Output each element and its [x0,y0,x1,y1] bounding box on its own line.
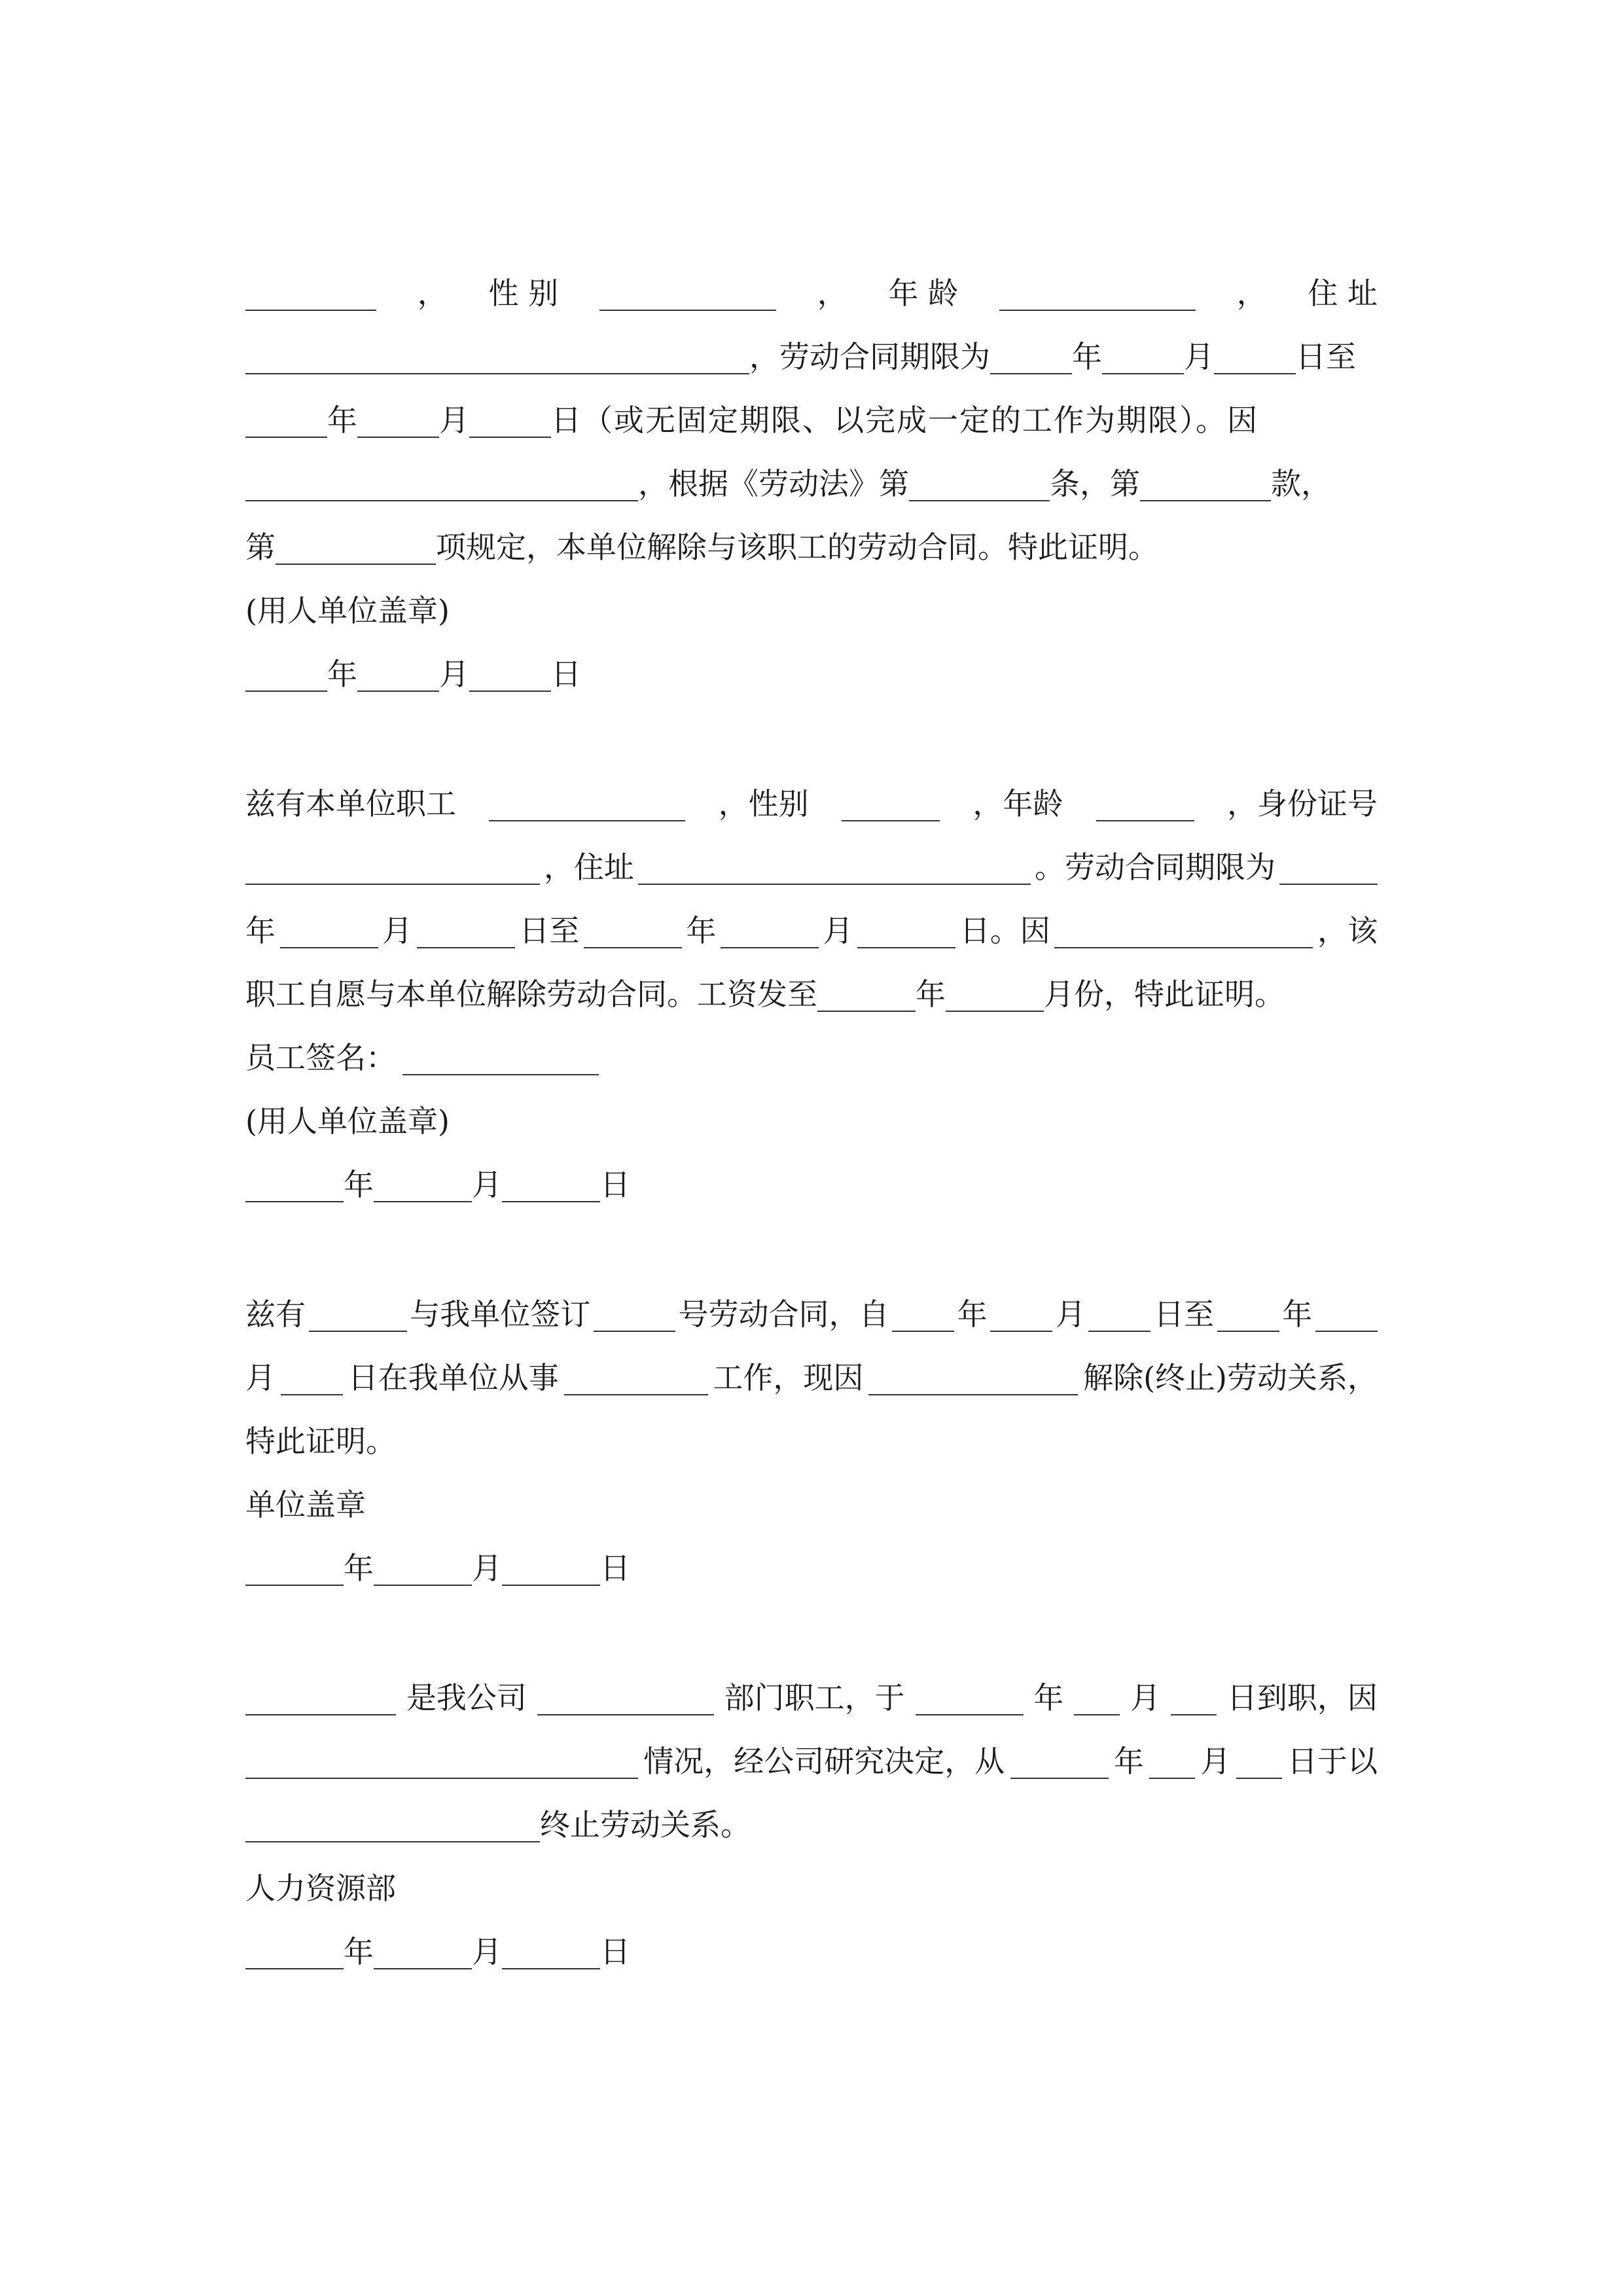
date-day-blank[interactable] [502,1551,600,1586]
s3-seal [245,1482,1378,1528]
text-s2-seal: (用人单位盖章) [245,1103,450,1139]
text-s2-date-d: 日 [600,1167,630,1202]
text-s2-l3-m2: 月 [823,913,853,948]
s3-line-1 [245,1291,1378,1337]
text-s1-l1-address: 住 址 [1308,276,1378,311]
text-s3-l1-y2: 年 [1282,1297,1313,1332]
text-s2-l1-a: 兹有本单位职工 [245,786,456,821]
date-year-blank[interactable] [245,1167,344,1202]
hire-year-blank[interactable] [916,1680,1024,1715]
start-day-blank[interactable] [417,913,515,948]
text-s1-date-m: 月 [439,656,469,692]
text-s1-l2-d: 日至 [1296,339,1356,374]
text-s3-date-d: 日 [600,1551,630,1586]
hire-day-blank[interactable] [1171,1680,1217,1715]
age-blank[interactable] [1096,786,1194,821]
s1-line-5 [245,524,1378,570]
text-s1-l1-gender: 性 别 [488,276,559,311]
salary-year-blank[interactable] [817,977,916,1012]
text-s1-l4-c: 款， [1271,466,1331,501]
text-s2-l1-b: ，性别 [718,786,809,821]
end-day-blank[interactable] [281,1360,343,1395]
s4-dept [245,1865,1378,1911]
text-s4-l2-y: 年 [1113,1744,1144,1779]
gender-blank[interactable] [599,276,776,311]
reason-blank[interactable] [868,1360,1078,1395]
text-s1-date-d: 日 [551,656,581,692]
text-s2-l1-c: ，年龄 [972,786,1063,821]
text-s2-l4-m: 月份，特此证明。 [1044,977,1285,1012]
s4-line-2 [245,1738,1378,1784]
text-s1-date-y: 年 [327,656,357,692]
age-blank[interactable] [999,276,1196,311]
text-s3-l2-m: 月 [245,1360,276,1395]
text-s2-date-y: 年 [344,1167,374,1202]
employee-name-blank[interactable] [245,1680,396,1715]
text-s4-l1-d: 日到职，因 [1226,1680,1378,1715]
end-month-blank[interactable] [721,913,819,948]
s3-line-3 [245,1418,1378,1464]
manner-blank[interactable] [245,1807,540,1842]
text-s2-l1-d: ，身份证号 [1226,786,1378,821]
department-blank[interactable] [537,1680,714,1715]
text-s1-l4-a: ，根据《劳动法》第 [638,466,909,501]
address-blank[interactable] [638,850,1031,885]
date-month-blank[interactable] [374,1167,472,1202]
text-s3-l3: 特此证明。 [245,1424,396,1459]
date-year-blank[interactable] [245,1934,344,1969]
text-s2-l4-y: 年 [916,977,946,1012]
s1-line-4 [245,461,1378,507]
s2-seal [245,1098,1378,1144]
text-s1-l2-y: 年 [1072,339,1102,374]
text-s4-dept: 人力资源部 [245,1871,396,1906]
term-blank[interactable] [1279,850,1378,885]
text-s1-l5-b: 项规定，本单位解除与该职工的劳动合同。特此证明。 [436,529,1158,565]
s2-date [245,1162,1378,1208]
hire-month-blank[interactable] [1074,1680,1120,1715]
situation-blank[interactable] [245,1744,638,1779]
employee-name-blank[interactable] [309,1297,407,1332]
text-s3-date-y: 年 [344,1551,374,1586]
article-blank[interactable] [909,466,1050,501]
date-year-blank[interactable] [245,656,327,692]
end-day-blank[interactable] [469,403,551,438]
end-year-blank[interactable] [1010,1744,1109,1779]
start-day-blank[interactable] [1214,339,1296,374]
end-year-blank[interactable] [1217,1297,1279,1332]
text-s1-l5-a: 第 [245,529,276,565]
text-s4-date-d: 日 [600,1934,630,1969]
text-s3-l2-d: 日在我单位从事 [348,1360,559,1395]
text-s1-l4-b: 条，第 [1050,466,1140,501]
text-s4-l1-y: 年 [1033,1680,1064,1715]
s4-date [245,1929,1378,1975]
job-blank[interactable] [564,1360,708,1395]
text-s1-l1-comma2: ， [817,276,847,311]
text-s3-l2-w: 工作，现因 [713,1360,864,1395]
text-s3-l1-y: 年 [957,1297,988,1332]
start-day-blank[interactable] [1088,1297,1150,1332]
text-s4-l2-m: 月 [1200,1744,1231,1779]
salary-month-blank[interactable] [946,977,1044,1012]
s1-line-3 [245,397,1378,443]
s1-date [245,651,1378,697]
end-year-blank[interactable] [245,403,327,438]
item-blank[interactable] [276,529,436,565]
reason-blank[interactable] [1054,913,1313,948]
s1-seal [245,588,1378,634]
text-s1-seal: (用人单位盖章) [245,593,450,628]
s2-line-4 [245,971,1378,1017]
employee-name-blank[interactable] [489,786,685,821]
s1-line-2 [245,334,1378,380]
text-s1-l3-d: 日（或无固定期限、以完成一定的工作为期限）。因 [551,403,1258,438]
text-s4-date-m: 月 [472,1934,502,1969]
text-s4-l1-m: 月 [1130,1680,1161,1715]
text-s3-date-m: 月 [472,1551,502,1586]
gender-blank[interactable] [842,786,940,821]
text-s1-l3-m: 月 [439,403,469,438]
s4-line-3 [245,1802,1378,1848]
text-s2-l3-y: 年 [245,913,276,948]
text-s1-l1-age: 年 龄 [888,276,959,311]
date-day-blank[interactable] [502,1934,600,1969]
reason-blank[interactable] [245,466,638,501]
text-s4-l1-a: 是我公司 [406,1680,527,1715]
s4-line-1 [245,1675,1378,1721]
text-s2-l2-b: 。劳动合同期限为 [1035,850,1275,885]
text-s2-l3-m: 月 [382,913,413,948]
text-s2-l3-d: 日至 [519,913,580,948]
clause-blank[interactable] [1140,466,1271,501]
name-blank[interactable] [245,276,376,311]
date-day-blank[interactable] [502,1167,600,1202]
text-s2-l3-y2: 年 [686,913,717,948]
end-month-tail-blank[interactable] [1315,1297,1378,1332]
s3-line-2 [245,1355,1378,1401]
end-day-blank[interactable] [1236,1744,1282,1779]
end-month-blank[interactable] [1149,1744,1195,1779]
text-s4-l3-a: 终止劳动关系。 [540,1807,751,1842]
text-s3-seal: 单位盖章 [245,1487,366,1522]
start-month-blank[interactable] [280,913,378,948]
text-s3-l2-r: 解除(终止)劳动关系， [1083,1360,1378,1395]
end-month-blank[interactable] [357,403,439,438]
text-s2-l4-a: 职工自愿与本单位解除劳动合同。工资发至 [245,977,817,1012]
text-s2-sign: 员工签名： [245,1040,396,1075]
start-month-blank[interactable] [1102,339,1184,374]
text-s1-l3-y: 年 [327,403,357,438]
date-month-blank[interactable] [374,1934,472,1969]
end-day-blank[interactable] [857,913,955,948]
date-day-blank[interactable] [469,656,551,692]
s2-line-1 [245,781,1378,827]
text-s3-l1-c: 号劳动合同，自 [678,1297,889,1332]
text-s1-l1-comma1: ， [417,276,448,311]
text-s4-l1-b: 部门职工，于 [724,1680,905,1715]
text-s2-l2-a: ，住址 [544,850,634,885]
s3-date [245,1545,1378,1591]
text-s3-l1-d: 日至 [1154,1297,1215,1332]
employee-signature-blank[interactable] [402,1040,599,1075]
start-month-blank[interactable] [990,1297,1052,1332]
date-month-blank[interactable] [374,1551,472,1586]
text-s2-date-m: 月 [472,1167,502,1202]
start-year-blank[interactable] [892,1297,954,1332]
text-s2-l3-e: ，该 [1317,913,1378,948]
end-year-blank[interactable] [584,913,682,948]
contract-number-blank[interactable] [594,1297,675,1332]
text-s3-l1-b: 与我单位签订 [410,1297,591,1332]
date-year-blank[interactable] [245,1551,344,1586]
date-month-blank[interactable] [357,656,439,692]
text-s4-date-y: 年 [344,1934,374,1969]
id-number-blank[interactable] [245,850,540,885]
text-s1-l2-m: 月 [1184,339,1214,374]
s2-sign [245,1035,1378,1081]
text-s1-l2-a: ，劳动合同期限为 [749,339,990,374]
text-s1-l1-comma3: ， [1236,276,1267,311]
text-s2-l3-d2: 日。因 [959,913,1050,948]
s1-line-1 [245,270,1378,316]
text-s4-l2-a: 情况，经公司研究决定，从 [643,1744,1005,1779]
text-s3-l1-a: 兹有 [245,1297,306,1332]
text-s3-l1-m: 月 [1055,1297,1086,1332]
s2-line-3 [245,908,1378,954]
start-year-blank[interactable] [990,339,1072,374]
s2-line-2 [245,844,1378,890]
text-s4-l2-d: 日于以 [1287,1744,1378,1779]
address-blank[interactable] [245,339,749,374]
